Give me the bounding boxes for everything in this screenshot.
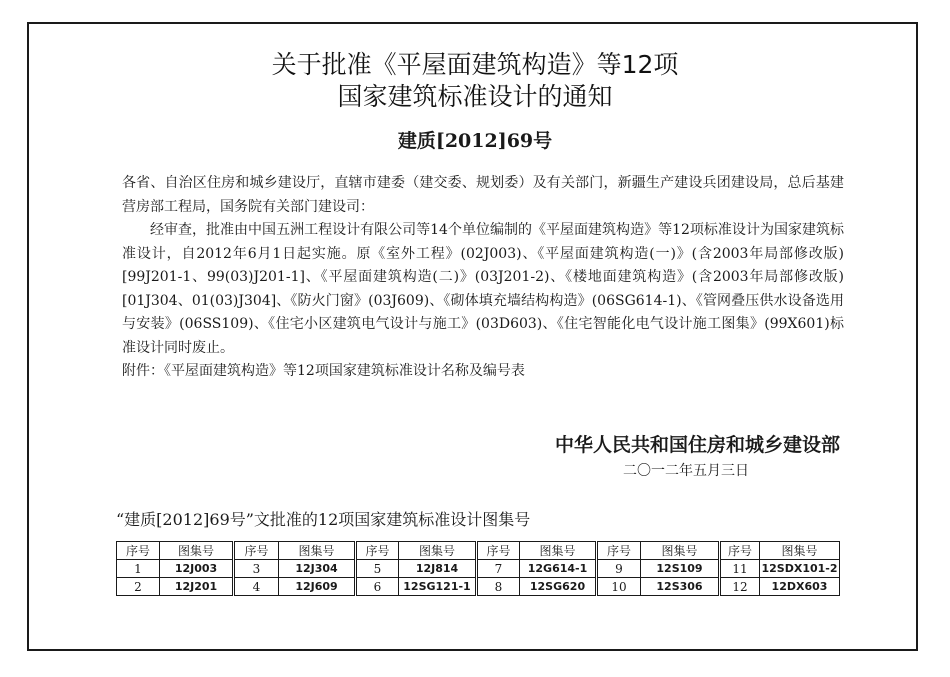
- notice-title-line1: 关于批准《平屋面建筑构造》等12项: [271, 50, 679, 79]
- code-cell: 12SDX101-2: [760, 560, 840, 578]
- recipients-paragraph: 各省、自治区住房和城乡建设厅，直辖市建委（建交委、规划委）及有关部门，新疆生产建设兵团建设局，总后基建营房部工程局，国务院有关部门建设司：: [122, 175, 844, 215]
- seq-cell: 6: [356, 578, 399, 596]
- header-seq: 序号: [117, 542, 160, 560]
- table-header-row: [117, 542, 840, 560]
- seq-cell: 3: [234, 560, 279, 578]
- document-number: 建质[2012]69号: [397, 130, 553, 152]
- code-cell: 12J814: [399, 560, 477, 578]
- content-paragraph: 经审查，批准由中国五洲工程设计有限公司等14个单位编制的《平屋面建筑构造》等12项标准设计为国家建筑标准设计，自2012年6月1日起实施。原《室外工程》(02J003)、《平屋面建筑构造(一)》(含2003年局部修改版)[99J201-1、99(03)J201-1]、《平屋面建筑构造(二)》(03J201-2)、《楼地面建筑构造》(含2003年局部修改版)[01J304、01(03)J304]、《防火门窗》(03J609)、《砌体填充墙结构构造》(06SG614-1)、《管网叠压供水设备选用与安装》(06SS109)、《住宅小区建筑电气设计与施工》(03D603)、《住宅智能化电气设计施工图集》(99X601)标准设计同时废止。: [122, 222, 844, 356]
- code-cell: 12SG121-1: [399, 578, 477, 596]
- seq-cell: 7: [477, 560, 520, 578]
- issuer-name: 中华人民共和国住房和城乡建设部: [554, 434, 840, 456]
- issue-date: 二〇一二年五月三日: [623, 463, 749, 479]
- seq-cell: 2: [117, 578, 160, 596]
- header-seq: 序号: [720, 542, 760, 560]
- header-code: 图集号: [399, 542, 477, 560]
- code-cell: 12J304: [279, 560, 356, 578]
- code-cell: 12J003: [160, 560, 234, 578]
- seq-cell: 8: [477, 578, 520, 596]
- attachment-line: 附件：《平屋面建筑构造》等12项国家建筑标准设计名称及编号表: [122, 363, 525, 379]
- table-row: [117, 578, 840, 596]
- table-caption: “建质[2012]69号”文批准的12项国家建筑标准设计图集号: [116, 510, 531, 529]
- seq-cell: 12: [720, 578, 760, 596]
- code-cell: 12J609: [279, 578, 356, 596]
- code-cell: 12DX603: [760, 578, 840, 596]
- code-cell: 12G614-1: [520, 560, 597, 578]
- seq-cell: 4: [234, 578, 279, 596]
- seq-cell: 9: [597, 560, 641, 578]
- seq-cell: 11: [720, 560, 760, 578]
- notice-title-line2: 国家建筑标准设计的通知: [337, 82, 613, 111]
- code-cell: 12S306: [641, 578, 720, 596]
- table-row: [117, 560, 840, 578]
- seq-cell: 5: [356, 560, 399, 578]
- header-code: 图集号: [279, 542, 356, 560]
- atlas-number-table: [116, 541, 840, 596]
- header-code: 图集号: [520, 542, 597, 560]
- header-code: 图集号: [641, 542, 720, 560]
- code-cell: 12SG620: [520, 578, 597, 596]
- header-code: 图集号: [160, 542, 234, 560]
- code-cell: 12J201: [160, 578, 234, 596]
- header-seq: 序号: [477, 542, 520, 560]
- notice-body: [122, 172, 844, 384]
- seq-cell: 1: [117, 560, 160, 578]
- header-seq: 序号: [356, 542, 399, 560]
- header-seq: 序号: [597, 542, 641, 560]
- seq-cell: 10: [597, 578, 641, 596]
- header-seq: 序号: [234, 542, 279, 560]
- header-code: 图集号: [760, 542, 840, 560]
- code-cell: 12S109: [641, 560, 720, 578]
